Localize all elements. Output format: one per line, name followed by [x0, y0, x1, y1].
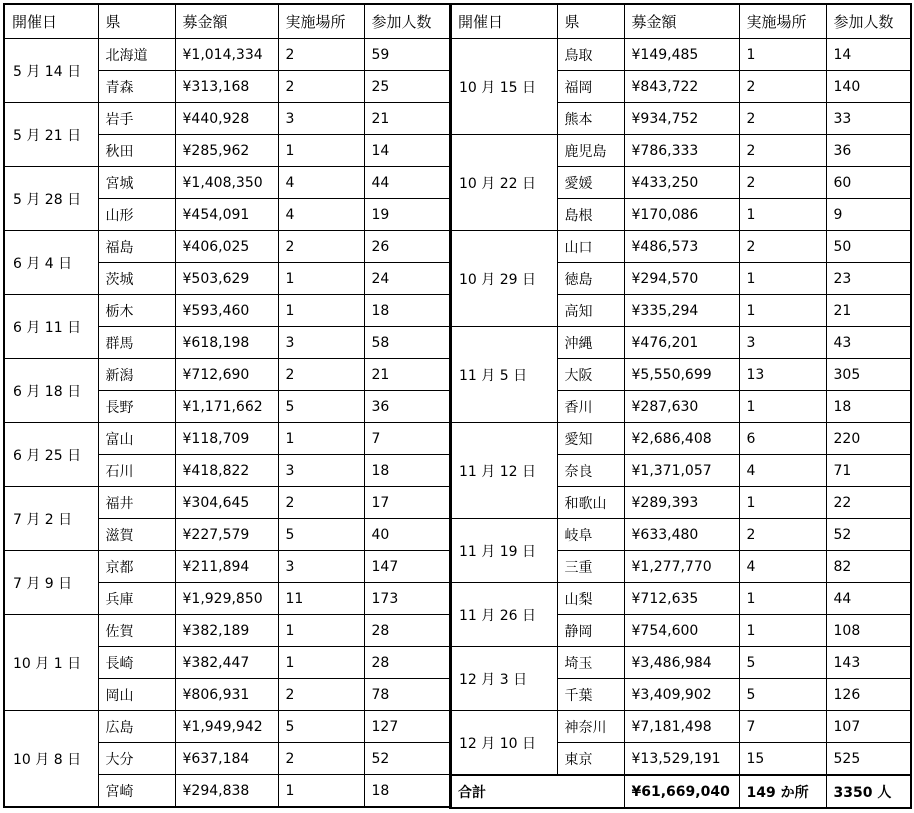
prefecture-cell: 広島: [98, 711, 175, 743]
prefecture-cell: 茨城: [98, 263, 175, 295]
participants-cell: 126: [826, 679, 911, 711]
amount-cell: ¥406,025: [175, 231, 278, 263]
prefecture-cell: 長崎: [98, 647, 175, 679]
places-cell: 2: [278, 71, 364, 103]
prefecture-cell: 大分: [98, 743, 175, 775]
amount-cell: ¥454,091: [175, 199, 278, 231]
amount-cell: ¥1,949,942: [175, 711, 278, 743]
prefecture-cell: 福岡: [557, 71, 624, 103]
participants-cell: 21: [364, 359, 451, 391]
table-row: [4, 231, 451, 263]
places-cell: 4: [278, 167, 364, 199]
header-row: [4, 4, 451, 39]
prefecture-cell: 佐賀: [98, 615, 175, 647]
event-date: 10 月 8 日: [4, 711, 98, 808]
header-places: 実施場所: [739, 4, 826, 39]
places-cell: 5: [739, 679, 826, 711]
prefecture-cell: 和歌山: [557, 487, 624, 519]
prefecture-cell: 岡山: [98, 679, 175, 711]
amount-cell: ¥285,962: [175, 135, 278, 167]
participants-cell: 44: [364, 167, 451, 199]
participants-cell: 107: [826, 711, 911, 743]
prefecture-cell: 宮崎: [98, 775, 175, 808]
participants-cell: 44: [826, 583, 911, 615]
participants-cell: 18: [364, 775, 451, 808]
places-cell: 3: [739, 327, 826, 359]
prefecture-cell: 沖縄: [557, 327, 624, 359]
places-cell: 3: [278, 455, 364, 487]
places-cell: 13: [739, 359, 826, 391]
amount-cell: ¥1,277,770: [624, 551, 739, 583]
amount-cell: ¥486,573: [624, 231, 739, 263]
prefecture-cell: 神奈川: [557, 711, 624, 743]
amount-cell: ¥287,630: [624, 391, 739, 423]
total-row: [450, 775, 911, 808]
table-row: [450, 711, 911, 743]
prefecture-cell: 宮城: [98, 167, 175, 199]
places-cell: 2: [739, 71, 826, 103]
amount-cell: ¥1,408,350: [175, 167, 278, 199]
participants-cell: 50: [826, 231, 911, 263]
places-cell: 1: [739, 391, 826, 423]
prefecture-cell: 大阪: [557, 359, 624, 391]
prefecture-cell: 北海道: [98, 39, 175, 71]
event-date: 10 月 15 日: [450, 39, 557, 135]
table-row: [4, 167, 451, 199]
participants-cell: 78: [364, 679, 451, 711]
header-places: 実施場所: [278, 4, 364, 39]
prefecture-cell: 山形: [98, 199, 175, 231]
amount-cell: ¥5,550,699: [624, 359, 739, 391]
table-row: [450, 423, 911, 455]
prefecture-cell: 山口: [557, 231, 624, 263]
table-row: [450, 647, 911, 679]
places-cell: 4: [278, 199, 364, 231]
amount-cell: ¥170,086: [624, 199, 739, 231]
amount-cell: ¥211,894: [175, 551, 278, 583]
total-label: 合計: [450, 775, 624, 808]
places-cell: 1: [278, 263, 364, 295]
places-cell: 1: [278, 647, 364, 679]
participants-cell: 71: [826, 455, 911, 487]
prefecture-cell: 熊本: [557, 103, 624, 135]
header-prefecture: 県: [98, 4, 175, 39]
event-date: 6 月 18 日: [4, 359, 98, 423]
table-row: [450, 231, 911, 263]
table-row: [450, 327, 911, 359]
participants-cell: 14: [364, 135, 451, 167]
places-cell: 2: [278, 359, 364, 391]
prefecture-cell: 三重: [557, 551, 624, 583]
table-row: [4, 39, 451, 71]
amount-cell: ¥118,709: [175, 423, 278, 455]
table-row: [4, 551, 451, 583]
prefecture-cell: 福島: [98, 231, 175, 263]
event-date: 11 月 19 日: [450, 519, 557, 583]
participants-cell: 140: [826, 71, 911, 103]
prefecture-cell: 千葉: [557, 679, 624, 711]
amount-cell: ¥633,480: [624, 519, 739, 551]
header-amount: 募金額: [175, 4, 278, 39]
places-cell: 1: [739, 295, 826, 327]
prefecture-cell: 長野: [98, 391, 175, 423]
donation-table-right: [449, 3, 912, 809]
amount-cell: ¥2,686,408: [624, 423, 739, 455]
amount-cell: ¥593,460: [175, 295, 278, 327]
prefecture-cell: 京都: [98, 551, 175, 583]
amount-cell: ¥294,838: [175, 775, 278, 808]
prefecture-cell: 静岡: [557, 615, 624, 647]
participants-cell: 14: [826, 39, 911, 71]
amount-cell: ¥149,485: [624, 39, 739, 71]
prefecture-cell: 栃木: [98, 295, 175, 327]
places-cell: 3: [278, 103, 364, 135]
participants-cell: 525: [826, 743, 911, 776]
prefecture-cell: 兵庫: [98, 583, 175, 615]
places-cell: 3: [278, 327, 364, 359]
participants-cell: 36: [364, 391, 451, 423]
event-date: 10 月 29 日: [450, 231, 557, 327]
places-cell: 1: [739, 583, 826, 615]
participants-cell: 18: [364, 295, 451, 327]
table-row: [4, 359, 451, 391]
table-row: [450, 135, 911, 167]
amount-cell: ¥1,371,057: [624, 455, 739, 487]
places-cell: 1: [739, 39, 826, 71]
places-cell: 5: [278, 519, 364, 551]
participants-cell: 25: [364, 71, 451, 103]
event-date: 6 月 11 日: [4, 295, 98, 359]
prefecture-cell: 奈良: [557, 455, 624, 487]
participants-cell: 21: [826, 295, 911, 327]
places-cell: 11: [278, 583, 364, 615]
header-row: [450, 4, 911, 39]
participants-cell: 220: [826, 423, 911, 455]
amount-cell: ¥382,189: [175, 615, 278, 647]
amount-cell: ¥712,690: [175, 359, 278, 391]
amount-cell: ¥382,447: [175, 647, 278, 679]
prefecture-cell: 滋賀: [98, 519, 175, 551]
table-row: [4, 423, 451, 455]
amount-cell: ¥1,929,850: [175, 583, 278, 615]
header-date: 開催日: [450, 4, 557, 39]
participants-cell: 9: [826, 199, 911, 231]
places-cell: 4: [739, 551, 826, 583]
places-cell: 1: [278, 775, 364, 808]
places-cell: 1: [739, 263, 826, 295]
participants-cell: 40: [364, 519, 451, 551]
participants-cell: 43: [826, 327, 911, 359]
amount-cell: ¥1,014,334: [175, 39, 278, 71]
amount-cell: ¥13,529,191: [624, 743, 739, 776]
amount-cell: ¥476,201: [624, 327, 739, 359]
prefecture-cell: 富山: [98, 423, 175, 455]
event-date: 7 月 2 日: [4, 487, 98, 551]
participants-cell: 147: [364, 551, 451, 583]
prefecture-cell: 岩手: [98, 103, 175, 135]
participants-cell: 7: [364, 423, 451, 455]
participants-cell: 173: [364, 583, 451, 615]
participants-cell: 26: [364, 231, 451, 263]
places-cell: 1: [739, 199, 826, 231]
prefecture-cell: 高知: [557, 295, 624, 327]
participants-cell: 22: [826, 487, 911, 519]
prefecture-cell: 愛知: [557, 423, 624, 455]
amount-cell: ¥934,752: [624, 103, 739, 135]
amount-cell: ¥7,181,498: [624, 711, 739, 743]
prefecture-cell: 徳島: [557, 263, 624, 295]
amount-cell: ¥843,722: [624, 71, 739, 103]
prefecture-cell: 鳥取: [557, 39, 624, 71]
event-date: 6 月 25 日: [4, 423, 98, 487]
amount-cell: ¥806,931: [175, 679, 278, 711]
amount-cell: ¥294,570: [624, 263, 739, 295]
table-row: [4, 103, 451, 135]
prefecture-cell: 島根: [557, 199, 624, 231]
amount-cell: ¥1,171,662: [175, 391, 278, 423]
event-date: 5 月 28 日: [4, 167, 98, 231]
total-people: 3350 人: [826, 775, 911, 808]
participants-cell: 127: [364, 711, 451, 743]
donation-table-left: [3, 3, 452, 808]
table-row: [450, 39, 911, 71]
table-row: [4, 615, 451, 647]
table-row: [450, 583, 911, 615]
places-cell: 1: [278, 615, 364, 647]
places-cell: 4: [739, 455, 826, 487]
header-date: 開催日: [4, 4, 98, 39]
prefecture-cell: 東京: [557, 743, 624, 776]
prefecture-cell: 埼玉: [557, 647, 624, 679]
amount-cell: ¥3,486,984: [624, 647, 739, 679]
places-cell: 2: [739, 519, 826, 551]
participants-cell: 28: [364, 647, 451, 679]
header-amount: 募金額: [624, 4, 739, 39]
prefecture-cell: 群馬: [98, 327, 175, 359]
participants-cell: 52: [826, 519, 911, 551]
participants-cell: 143: [826, 647, 911, 679]
event-date: 10 月 1 日: [4, 615, 98, 711]
places-cell: 3: [278, 551, 364, 583]
total-places: 149 か所: [739, 775, 826, 808]
places-cell: 15: [739, 743, 826, 776]
participants-cell: 24: [364, 263, 451, 295]
participants-cell: 60: [826, 167, 911, 199]
event-date: 11 月 12 日: [450, 423, 557, 519]
participants-cell: 33: [826, 103, 911, 135]
places-cell: 2: [739, 231, 826, 263]
amount-cell: ¥3,409,902: [624, 679, 739, 711]
amount-cell: ¥712,635: [624, 583, 739, 615]
amount-cell: ¥418,822: [175, 455, 278, 487]
amount-cell: ¥304,645: [175, 487, 278, 519]
event-date: 11 月 5 日: [450, 327, 557, 423]
places-cell: 2: [278, 743, 364, 775]
places-cell: 1: [739, 615, 826, 647]
places-cell: 5: [739, 647, 826, 679]
header-participants: 参加人数: [826, 4, 911, 39]
prefecture-cell: 山梨: [557, 583, 624, 615]
amount-cell: ¥227,579: [175, 519, 278, 551]
places-cell: 6: [739, 423, 826, 455]
places-cell: 1: [739, 487, 826, 519]
participants-cell: 58: [364, 327, 451, 359]
table-row: [450, 519, 911, 551]
amount-cell: ¥754,600: [624, 615, 739, 647]
participants-cell: 82: [826, 551, 911, 583]
event-date: 7 月 9 日: [4, 551, 98, 615]
amount-cell: ¥503,629: [175, 263, 278, 295]
places-cell: 2: [278, 39, 364, 71]
prefecture-cell: 愛媛: [557, 167, 624, 199]
places-cell: 2: [278, 487, 364, 519]
participants-cell: 28: [364, 615, 451, 647]
participants-cell: 19: [364, 199, 451, 231]
places-cell: 5: [278, 711, 364, 743]
participants-cell: 18: [364, 455, 451, 487]
participants-cell: 23: [826, 263, 911, 295]
amount-cell: ¥618,198: [175, 327, 278, 359]
amount-cell: ¥433,250: [624, 167, 739, 199]
prefecture-cell: 秋田: [98, 135, 175, 167]
prefecture-cell: 福井: [98, 487, 175, 519]
participants-cell: 59: [364, 39, 451, 71]
header-prefecture: 県: [557, 4, 624, 39]
amount-cell: ¥786,333: [624, 135, 739, 167]
prefecture-cell: 香川: [557, 391, 624, 423]
event-date: 5 月 21 日: [4, 103, 98, 167]
places-cell: 2: [278, 231, 364, 263]
participants-cell: 52: [364, 743, 451, 775]
amount-cell: ¥637,184: [175, 743, 278, 775]
header-participants: 参加人数: [364, 4, 451, 39]
table-row: [4, 295, 451, 327]
amount-cell: ¥335,294: [624, 295, 739, 327]
places-cell: 2: [278, 679, 364, 711]
places-cell: 1: [278, 423, 364, 455]
event-date: 10 月 22 日: [450, 135, 557, 231]
amount-cell: ¥289,393: [624, 487, 739, 519]
total-amount: ¥61,669,040: [624, 775, 739, 808]
participants-cell: 18: [826, 391, 911, 423]
participants-cell: 21: [364, 103, 451, 135]
places-cell: 2: [739, 135, 826, 167]
prefecture-cell: 青森: [98, 71, 175, 103]
prefecture-cell: 石川: [98, 455, 175, 487]
table-row: [4, 711, 451, 743]
amount-cell: ¥440,928: [175, 103, 278, 135]
places-cell: 1: [278, 295, 364, 327]
event-date: 12 月 10 日: [450, 711, 557, 776]
event-date: 5 月 14 日: [4, 39, 98, 103]
places-cell: 7: [739, 711, 826, 743]
table-row: [4, 487, 451, 519]
participants-cell: 36: [826, 135, 911, 167]
places-cell: 5: [278, 391, 364, 423]
prefecture-cell: 鹿児島: [557, 135, 624, 167]
participants-cell: 108: [826, 615, 911, 647]
amount-cell: ¥313,168: [175, 71, 278, 103]
event-date: 6 月 4 日: [4, 231, 98, 295]
participants-cell: 17: [364, 487, 451, 519]
prefecture-cell: 新潟: [98, 359, 175, 391]
places-cell: 1: [278, 135, 364, 167]
event-date: 11 月 26 日: [450, 583, 557, 647]
event-date: 12 月 3 日: [450, 647, 557, 711]
participants-cell: 305: [826, 359, 911, 391]
places-cell: 2: [739, 167, 826, 199]
places-cell: 2: [739, 103, 826, 135]
prefecture-cell: 岐阜: [557, 519, 624, 551]
